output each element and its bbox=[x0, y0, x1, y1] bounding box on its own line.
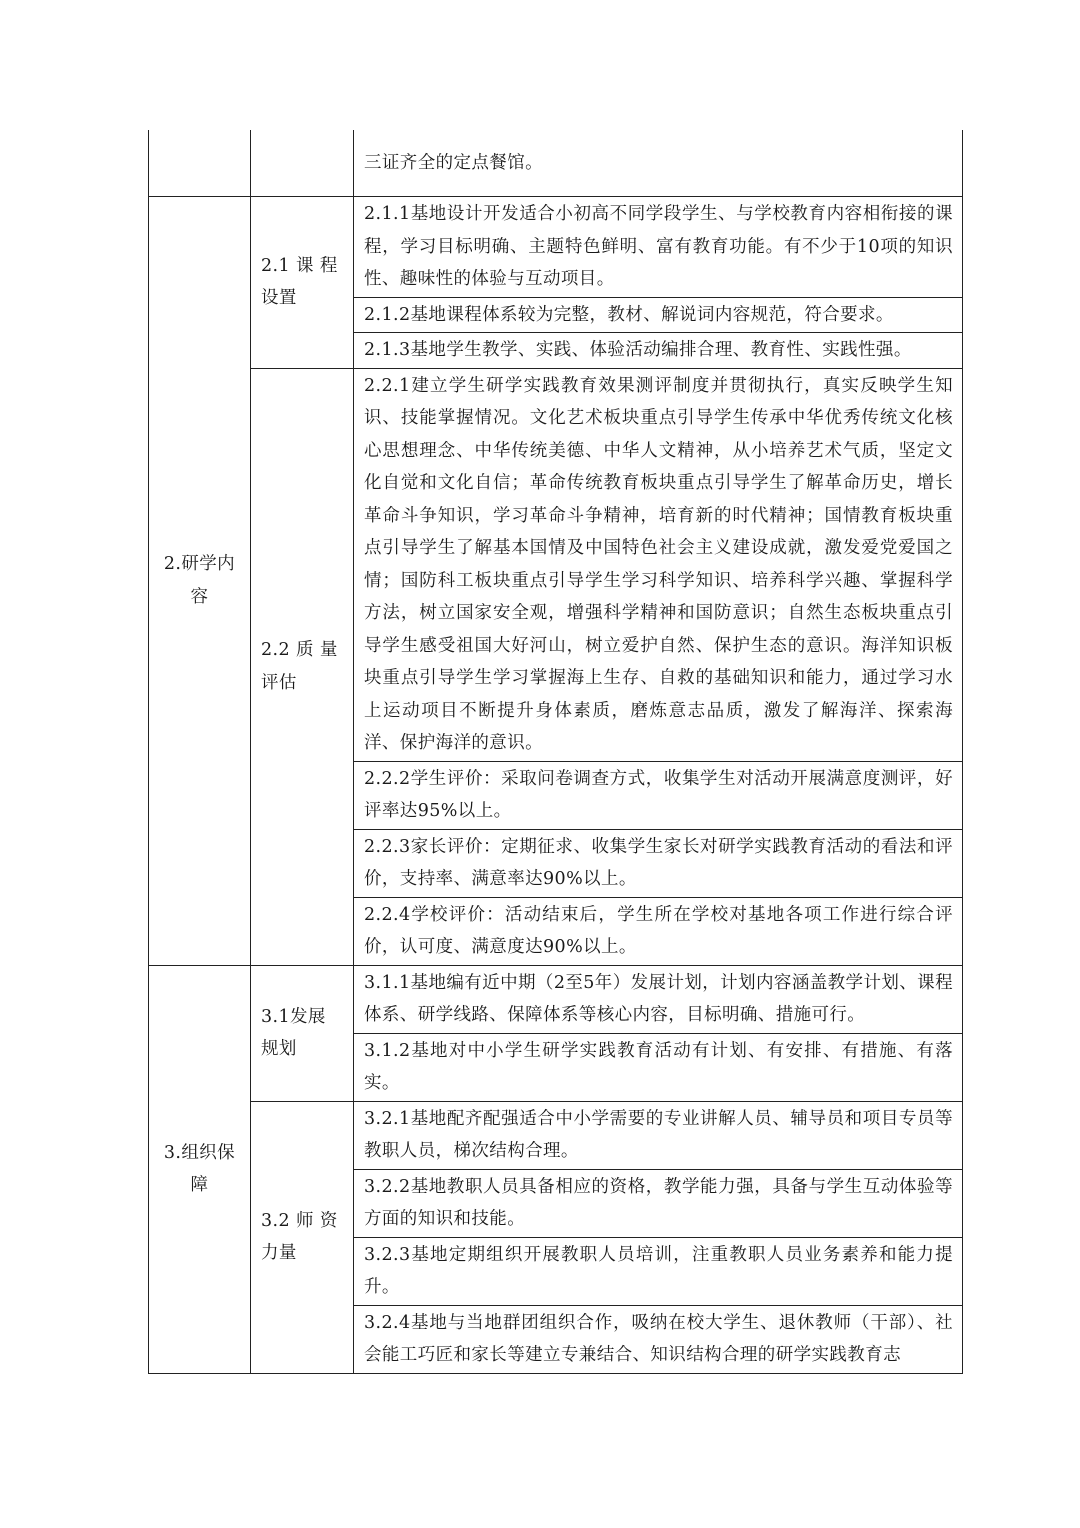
criterion-cell: 三证齐全的定点餐馆。 bbox=[354, 130, 963, 197]
table-row bbox=[149, 368, 963, 761]
criterion-cell: 3.2.1基地配齐配强适合中小学需要的专业讲解人员、辅导员和项目专员等教职人员，梯次结构合理。 bbox=[354, 1101, 963, 1169]
table-row bbox=[149, 197, 963, 298]
subcategory-cell-course-setting: 2.1 课 程设置 bbox=[251, 197, 354, 369]
table-row bbox=[149, 1101, 963, 1169]
subcategory-cell-development-plan: 3.1发展规划 bbox=[251, 965, 354, 1101]
category-cell-research-content: 2.研学内容 bbox=[149, 197, 251, 966]
table-row bbox=[149, 130, 963, 197]
criterion-cell: 2.2.3家长评价：定期征求、收集学生家长对研学实践教育活动的看法和评价，支持率、满意率达90%以上。 bbox=[354, 829, 963, 897]
criterion-cell: 2.1.1基地设计开发适合小初高不同学段学生、与学校教育内容相衔接的课程，学习目标明确、主题特色鲜明、富有教育功能。有不少于10项的知识性、趣味性的体验与互动项目。 bbox=[354, 197, 963, 298]
criteria-table bbox=[148, 130, 963, 1374]
criterion-cell: 3.2.3基地定期组织开展教职人员培训，注重教职人员业务素养和能力提升。 bbox=[354, 1237, 963, 1305]
subcategory-cell-teaching-staff: 3.2 师 资力量 bbox=[251, 1101, 354, 1373]
criterion-cell: 3.2.4基地与当地群团组织合作，吸纳在校大学生、退休教师（干部）、社会能工巧匠和家长等建立专兼结合、知识结构合理的研学实践教育志 bbox=[354, 1305, 963, 1373]
criterion-cell: 2.2.4学校评价：活动结束后，学生所在学校对基地各项工作进行综合评价，认可度、满意度达90%以上。 bbox=[354, 897, 963, 965]
criterion-cell: 3.1.1基地编有近中期（2至5年）发展计划，计划内容涵盖教学计划、课程体系、研学线路、保障体系等核心内容，目标明确、措施可行。 bbox=[354, 965, 963, 1033]
subcategory-cell-quality-assessment: 2.2 质 量评估 bbox=[251, 368, 354, 965]
category-cell-empty bbox=[149, 130, 251, 197]
criterion-cell: 2.2.2学生评价：采取问卷调查方式，收集学生对活动开展满意度测评，好评率达95%以上。 bbox=[354, 761, 963, 829]
criterion-cell: 2.1.2基地课程体系较为完整，教材、解说词内容规范，符合要求。 bbox=[354, 297, 963, 333]
criterion-cell: 3.2.2基地教职人员具备相应的资格，教学能力强，具备与学生互动体验等方面的知识和技能。 bbox=[354, 1169, 963, 1237]
subcategory-cell-empty bbox=[251, 130, 354, 197]
category-cell-organizational-guarantee: 3.组织保障 bbox=[149, 965, 251, 1373]
criterion-cell: 2.2.1建立学生研学实践教育效果测评制度并贯彻执行，真实反映学生知识、技能掌握情况。文化艺术板块重点引导学生传承中华优秀传统文化核心思想理念、中华传统美德、中华人文精神，从小培养艺术气质，坚定文化自觉和文化自信；革命传统教育板块重点引导学生了解革命历史，增长革命斗争知识，学习革命斗争精神，培育新的时代精神；国情教育板块重点引导学生了解基本国情及中国特色社会主义建设成就，激发爱党爱国之情；国防科工板块重点引导学生学习科学知识、培养科学兴趣、掌握科学方法，树立国家安全观，增强科学精神和国防意识；自然生态板块重点引导学生感受祖国大好河山，树立爱护自然、保护生态的意识。海洋知识板块重点引导学生学习掌握海上生存、自救的基础知识和能力，通过学习水上运动项目不断提升身体素质，磨炼意志品质，激发了解海洋、探索海洋、保护海洋的意识。 bbox=[354, 368, 963, 761]
criterion-cell: 2.1.3基地学生教学、实践、体验活动编排合理、教育性、实践性强。 bbox=[354, 333, 963, 369]
criterion-cell: 3.1.2基地对中小学生研学实践教育活动有计划、有安排、有措施、有落实。 bbox=[354, 1033, 963, 1101]
table-row bbox=[149, 965, 963, 1033]
